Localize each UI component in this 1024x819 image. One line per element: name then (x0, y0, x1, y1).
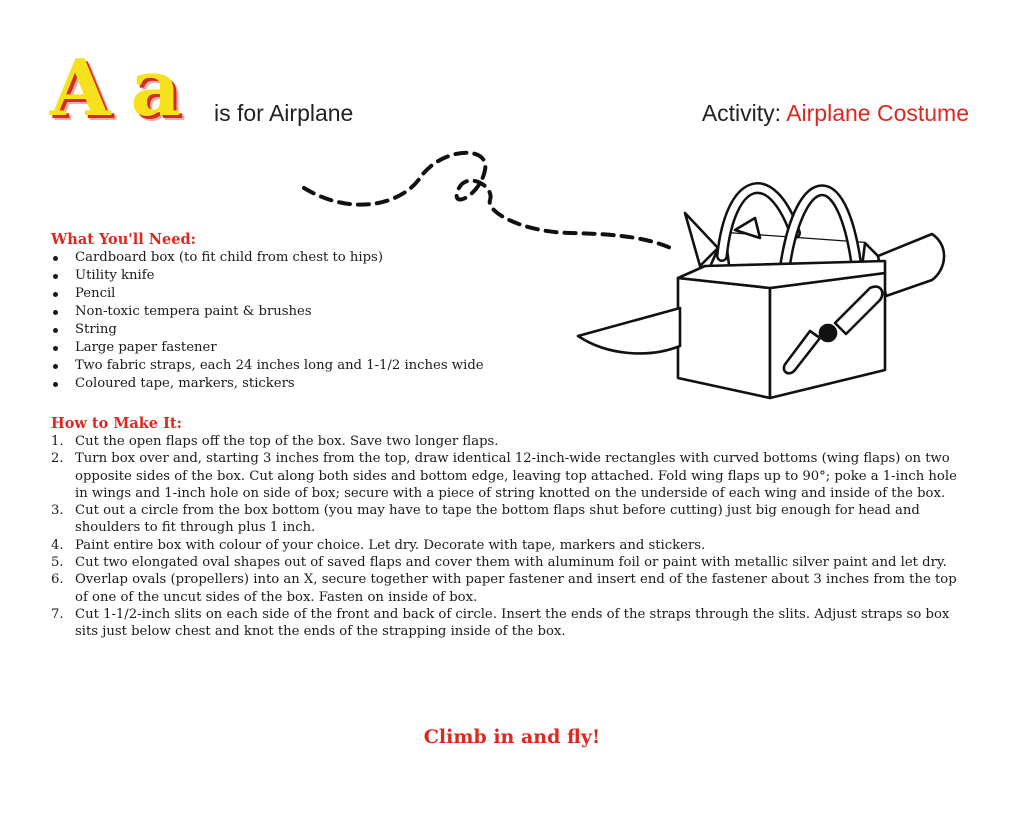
instructions-list (51, 433, 961, 641)
step-item (51, 554, 961, 571)
needs-list (51, 249, 484, 393)
step-number: 6. (51, 572, 64, 588)
alphabet-letters (50, 43, 184, 134)
step-number: 7. (51, 606, 64, 622)
step-text: Cut two elongated oval shapes out of saved flaps and cover them with aluminum foil or paint with metallic silver paint and let dry. (75, 555, 947, 571)
dashed-flight-path-icon (304, 153, 675, 250)
step-number: 2. (51, 451, 64, 467)
step-item (51, 537, 961, 554)
list-item: Pencil (51, 285, 484, 303)
activity-name: Airplane Costume (786, 100, 969, 126)
step-number: 5. (51, 555, 64, 571)
step-text: Cut the open flaps off the top of the box. Save two longer flaps. (75, 434, 499, 449)
step-item (51, 433, 961, 450)
step-item (51, 606, 961, 641)
step-number: 3. (51, 503, 64, 519)
step-text: Paint entire box with colour of your choice. Let dry. Decorate with tape, markers and stickers. (75, 537, 706, 553)
needs-title: What You'll Need: (51, 231, 196, 248)
list-item: Coloured tape, markers, stickers (51, 375, 484, 393)
list-item: String (51, 321, 484, 339)
list-item: Two fabric straps, each 24 inches long and 1-1/2 inches wide (51, 357, 484, 375)
step-number: 1. (51, 434, 64, 449)
cardboard-airplane-icon (578, 188, 944, 398)
page-subtitle: is for Airplane (214, 100, 354, 126)
activity-heading (702, 100, 969, 127)
step-text: Overlap ovals (propellers) into an X, secure together with paper fastener and insert end of the fastener about 3 inches from the top of one of the uncut sides of the box. Fasten on inside of box. (75, 572, 957, 605)
step-text: Turn box over and, starting 3 inches from the top, draw identical 12-inch-wide rectangles with curved bottoms (wing flaps) on two opposite sides of the box. Cut along both sides and bottom edge, leaving top attached. Fold wing flaps up to 90°; poke a 1-inch hole in wings and 1-inch hole on side of box; secure with a piece of string knotted on the underside of each wing and inside of the box. (75, 451, 957, 501)
activity-label: Activity: (701, 100, 782, 126)
step-text: Cut 1-1/2-inch slits on each side of the front and back of circle. Insert the ends of the straps through the slits. Adjust straps so box sits just below chest and knot the ends of the strapping inside of the box. (75, 606, 950, 640)
step-item (51, 450, 961, 502)
list-item: Large paper fastener (51, 339, 484, 357)
step-text: Cut out a circle from the box bottom (you may have to tape the bottom flaps shut before cutting) just big enough for head and shoulders to fit through plus 1 inch. (75, 503, 920, 536)
letter-lower: a (130, 43, 184, 134)
list-item: Utility knife (51, 267, 484, 285)
step-item (51, 502, 961, 537)
instructions-title: How to Make It: (51, 415, 182, 432)
list-item: Non-toxic tempera paint & brushes (51, 303, 484, 321)
step-item (51, 571, 961, 606)
step-number: 4. (51, 537, 64, 553)
letter-upper: A (50, 43, 113, 134)
list-item: Cardboard box (to fit child from chest to hips) (51, 249, 484, 267)
closing-line: Climb in and fly! (423, 726, 601, 748)
